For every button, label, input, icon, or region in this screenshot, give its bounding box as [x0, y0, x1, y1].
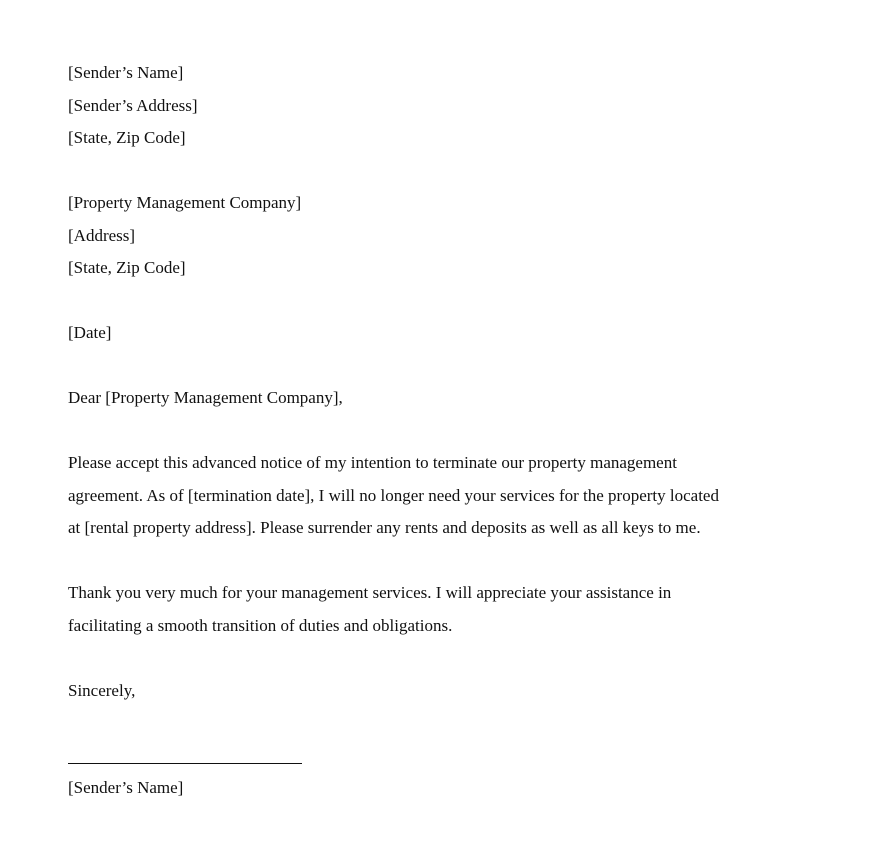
letter-date: [Date] [68, 323, 112, 342]
signature-name: [Sender’s Name] [68, 778, 184, 797]
recipient-address: [Address] [68, 225, 136, 245]
spacer [68, 642, 828, 675]
body-paragraph-1 [68, 447, 828, 545]
paragraph-1-line-2: agreement. As of [termination date], I will no longer need your services for the property located [68, 485, 719, 505]
recipient-state-zip: [State, Zip Code] [68, 258, 186, 277]
body-paragraph-2 [68, 577, 828, 642]
paragraph-1-line-3: at [rental property address]. Please surrender any rents and deposits as well as all keys to me. [68, 518, 701, 537]
spacer [68, 285, 828, 318]
signature-line [68, 763, 302, 764]
sender-name: [Sender’s Name] [68, 63, 184, 82]
paragraph-2-line-1: Thank you very much for your management services. I will appreciate your assistance in [68, 583, 672, 602]
paragraph-2-line-2: facilitating a smooth transition of duties and obligations. [68, 615, 453, 635]
paragraph-1-line-1: Please accept this advanced notice of my intention to terminate our property management [68, 453, 677, 472]
recipient-company: [Property Management Company] [68, 193, 302, 212]
recipient-block [68, 187, 828, 285]
sender-state-zip: [State, Zip Code] [68, 128, 186, 147]
spacer [68, 155, 828, 188]
salutation: Dear [Property Management Company], [68, 388, 343, 407]
sender-block [68, 57, 828, 155]
letter-document [68, 57, 828, 805]
spacer [68, 350, 828, 383]
closing: Sincerely, [68, 680, 136, 700]
sender-address: [Sender’s Address] [68, 95, 198, 115]
spacer [68, 415, 828, 448]
spacer [68, 545, 828, 578]
